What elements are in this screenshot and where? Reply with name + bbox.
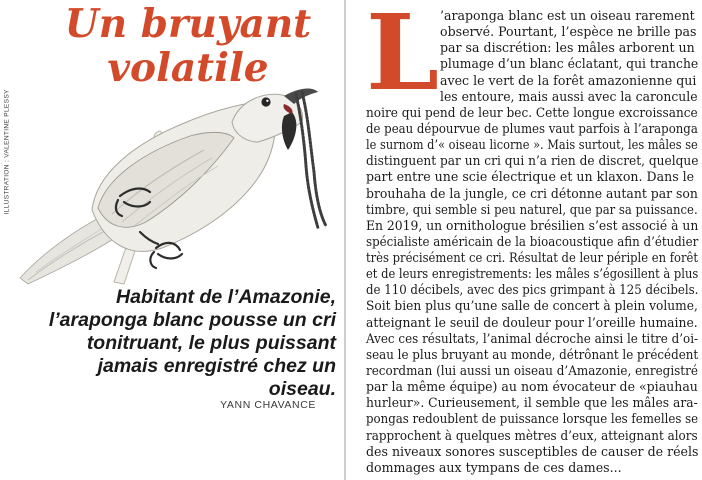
body-line: les entoure, mais aussi avec la caroncule	[440, 88, 698, 104]
illustration-credit	[0, 22, 12, 222]
body-line: par la même équipe) au nom évocateur de «piauhau	[366, 379, 698, 395]
body-line: de 110 décibels, avec des pics grimpant à 125 décibels.	[366, 282, 699, 298]
body-line: le surnom d’« oiseau licorne ». Mais surtout, les mâles se	[366, 137, 698, 153]
body-line: En 2019, un ornithologue brésilien s’est associé à un	[366, 217, 699, 233]
body-line: avec le vert de la forêt amazonienne qui	[440, 72, 697, 88]
illustration-credit-text: ILLUSTRATION : VALENTINE PLESSY	[3, 89, 11, 215]
body-line: observé. Pourtant, l’espèce ne brille pas	[440, 24, 697, 40]
body-line: distinguent par un cri qui n’a rien de discret, quelque	[366, 153, 699, 169]
body-line: brouhaha de la jungle, ce cri détonne autant par son	[366, 185, 698, 201]
bird-eye	[261, 97, 270, 106]
body-line: très précisément ce cri. Résultat de leur périple en forêt	[366, 250, 699, 266]
body-line: rapprochent à quelques mètres d’eux, atteignant alors	[366, 427, 698, 443]
body-line: part entre une scie électrique et un klaxon. Dans le	[366, 169, 695, 185]
body-line: ’araponga blanc est un oiseau rarement	[440, 8, 695, 23]
body-line: dommages aux tympans de ces dames...	[366, 459, 622, 475]
body-line: seau le plus bruyant au monde, détrônant le précédent	[366, 346, 699, 362]
bird-caruncles	[296, 92, 326, 228]
article-lede: Habitant de l’Amazonie, l’araponga blanc pousse un cri tonitruant, le plus puissant jamais enregistré chez un oiseau.	[48, 286, 336, 400]
body-line: recordman (lui aussi un oiseau d’Amazonie, enregistré	[366, 363, 698, 379]
article-title: Un bruyant volatile	[64, 1, 312, 91]
body-line: pongas redoublent de puissance lorsque les femelles se	[366, 411, 699, 427]
body-line: par sa discrétion: les mâles arborent un	[440, 40, 695, 56]
body-line: de peau dépourvue de plumes vaut parfois à l’araponga	[366, 120, 698, 136]
body-line: Avec ces résultats, l’animal décroche ainsi le titre d’oi-	[366, 330, 699, 346]
body-line: noire qui pend de leur bec. Cette longue excroissance	[366, 104, 698, 120]
body-line: Soit bien plus qu’une salle de concert à plein volume,	[366, 298, 698, 314]
body-line: et de leurs enregistrements: les mâles s’égosillent à plus	[366, 266, 699, 282]
body-line: hurleur». Curieusement, il semble que les mâles ara-	[366, 395, 698, 411]
body-line: atteignant le seuil de douleur pour l’oreille humaine.	[366, 314, 698, 330]
body-line: des niveaux sonores susceptibles de causer de réels	[366, 443, 699, 459]
body-line: spécialiste américain de la bioacoustique afin d’étudier	[366, 233, 699, 249]
bellbird-illustration	[14, 82, 334, 292]
body-line: plumage d’un blanc éclatant, qui tranche	[440, 56, 699, 72]
drop-cap: L	[366, 0, 440, 114]
column-divider	[344, 0, 346, 480]
author-name: YANN CHAVANCE	[220, 399, 316, 411]
body-line: timbre, qui semble si peu naturel, que par sa puissance.	[366, 201, 698, 217]
